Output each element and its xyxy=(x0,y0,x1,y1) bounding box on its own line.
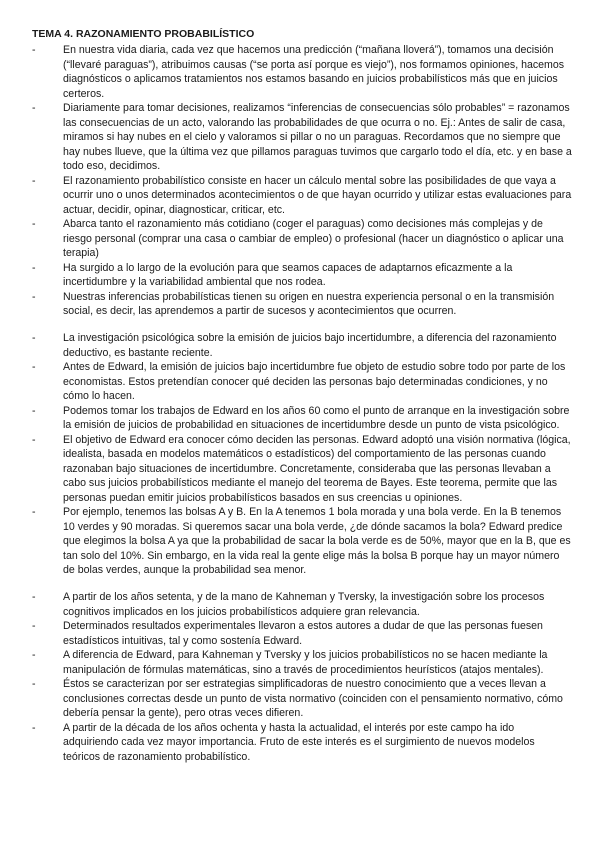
bullet-dash: - xyxy=(32,174,36,187)
bullet-text: Determinados resultados experimentales llevaron a estos autores a dudar de que las personas fuesen estadísticos intuitivas, tal y como sostenía Edward. xyxy=(63,620,543,647)
bullet-dash: - xyxy=(32,290,36,303)
bullet-text: El objetivo de Edward era conocer cómo deciden las personas. Edward adoptó una visión normativa (lógica, idealista, basada en modelos matemáticos o estadísticos) del comportamiento de las personas cuando razonaban bajo situaciones de incertidumbre. Concretamente, consideraba que las personas llevaban a cabo sus juicios probabilísticos mediante el manejo del teorema de Bayes. Este teorema, permite que las personas puedan emitir juicios probabilísticos basados en sus creencias u opiniones. xyxy=(63,433,571,504)
bullet-dash: - xyxy=(32,433,36,446)
bullet-text: Éstos se caracterizan por ser estrategias simplificadoras de nuestro conocimiento que a veces llevan a conclusiones correctas desde un punto de vista normativo (coinciden con el pensamiento normativo, cómo debería pensar la gente), pero otras veces difieren. xyxy=(63,678,563,719)
bullet-item xyxy=(32,590,572,619)
bullet-dash: - xyxy=(32,620,36,632)
bullet-dash: - xyxy=(32,261,36,274)
bullet-text: La investigación psicológica sobre la emisión de juicios bajo incertidumbre, a diferencia del razonamiento deductivo, es bastante reciente. xyxy=(63,332,557,359)
bullet-dash: - xyxy=(32,591,36,603)
bullet-item xyxy=(32,43,572,101)
bullet-item xyxy=(32,261,572,290)
bullet-text: En nuestra vida diaria, cada vez que hacemos una predicción (“mañana lloverá”), tomamos una decisión (“llevaré paraguas”), atribuimos causas (“se porta así porque es viejo”), nos formamos opiniones, hacemos diagnósticos o aplicamos tratamientos nos estamos basando en juicios probabilísticos más que en juicios certeros. xyxy=(63,44,565,100)
bullet-text: A partir de los años setenta, y de la mano de Kahneman y Tversky, la investigación sobre los procesos cognitivos implicados en los juicios probabilísticos adquiere gran relevancia. xyxy=(63,591,545,618)
bullet-dash: - xyxy=(32,102,36,114)
section-2 xyxy=(32,331,572,578)
bullet-text: A partir de la década de los años ochenta y hasta la actualidad, el interés por este campo ha ido adquiriendo cada vez mayor importancia. Fruto de este interés es el surgimiento de nuevos modelos teóricos de razonamiento probabilístico. xyxy=(63,721,535,763)
bullet-item xyxy=(32,404,572,433)
section-1 xyxy=(32,43,572,319)
bullet-item xyxy=(32,290,572,319)
section-3 xyxy=(32,590,572,764)
bullet-item xyxy=(32,505,572,578)
bullet-item xyxy=(32,101,572,174)
bullet-text: Por ejemplo, tenemos las bolsas A y B. En la A tenemos 1 bola morada y una bola verde. En la B tenemos 10 verdes y 90 moradas. Si queremos sacar una bola verde, ¿de dónde sacamos la bola? Edward predice que elegimos la bolsa A ya que la probabilidad de sacar la bola verde es de 50%, mayor que en la B, que es tan solo del 10%. Sin embargo, en la vida real la gente elige más la bolsa B porque hay un mayor número de bolas verdes, aunque la probabilidad sea menor. xyxy=(63,506,571,576)
bullet-text: Podemos tomar los trabajos de Edward en los años 60 como el punto de arranque en la investigación sobre la emisión de juicios de probabilidad en situaciones de incertidumbre desde un punto de vista psicológico. xyxy=(63,404,570,431)
bullet-text: Diariamente para tomar decisiones, realizamos “inferencias de consecuencias sólo probables” = razonamos las consecuencias de un acto, valorando las probabilidades de que ocurra o no. Ej.: Antes de salir de casa, miramos si hay nubes en el cielo y valoramos si pillar o no un paraguas. Recordamos que no siempre que hay nubes llueve, que la última vez que pillamos paraguas tuvimos que cargarlo todo el día, etc. y en base a todo eso, decidimos. xyxy=(63,102,572,172)
bullet-text: A diferencia de Edward, para Kahneman y Tversky y los juicios probabilísticos no se hacen mediante la manipulación de fórmulas matemáticas, sino a través de procedimientos heurísticos (atajos mentales). xyxy=(63,649,548,676)
bullet-dash: - xyxy=(32,332,36,344)
bullet-dash: - xyxy=(32,218,36,230)
bullet-dash: - xyxy=(32,361,36,373)
bullet-text: Ha surgido a lo largo de la evolución para que seamos capaces de adaptarnos eficazmente a la incertidumbre y la variabilidad ambiental que nos rodea. xyxy=(63,261,513,288)
document-page xyxy=(32,28,572,777)
bullet-dash: - xyxy=(32,506,36,518)
bullet-item xyxy=(32,331,572,360)
bullet-item xyxy=(32,677,572,721)
bullet-text: Antes de Edward, la emisión de juicios bajo incertidumbre fue objeto de estudio sobre todo por parte de los economistas. Estos pretendían conocer qué deciden las personas bajo determinadas condiciones, y no cómo lo hacen. xyxy=(63,361,566,402)
bullet-dash: - xyxy=(32,649,36,661)
bullet-item xyxy=(32,721,572,765)
bullet-text: Abarca tanto el razonamiento más cotidiano (coger el paraguas) como decisiones más complejas y de riesgo personal (comprar una casa o cambiar de empleo) o profesional (hacer un diagnóstico o aplicar una terapia) xyxy=(63,218,564,259)
bullet-item xyxy=(32,174,572,218)
bullet-item xyxy=(32,619,572,648)
document-body xyxy=(32,43,572,764)
bullet-item xyxy=(32,217,572,261)
bullet-dash: - xyxy=(32,678,36,690)
document-title: TEMA 4. RAZONAMIENTO PROBABILÍSTICO xyxy=(32,28,255,40)
bullet-dash: - xyxy=(32,44,36,56)
bullet-text: Nuestras inferencias probabilísticas tienen su origen en nuestra experiencia personal o en la transmisión social, es decir, las aprendemos a partir de sucesos y acontecimientos que ocurren. xyxy=(63,290,555,317)
bullet-dash: - xyxy=(32,404,36,417)
bullet-text: El razonamiento probabilístico consiste en hacer un cálculo mental sobre las posibilidades de que vaya a ocurrir uno o unos determinados acontecimientos o de que hayan ocurrido y utilizar estas evaluaciones para actuar, decidir, opinar, diagnosticar, criticar, etc. xyxy=(63,174,572,216)
bullet-dash: - xyxy=(32,721,36,734)
bullet-item xyxy=(32,360,572,404)
bullet-item xyxy=(32,648,572,677)
bullet-item xyxy=(32,433,572,506)
